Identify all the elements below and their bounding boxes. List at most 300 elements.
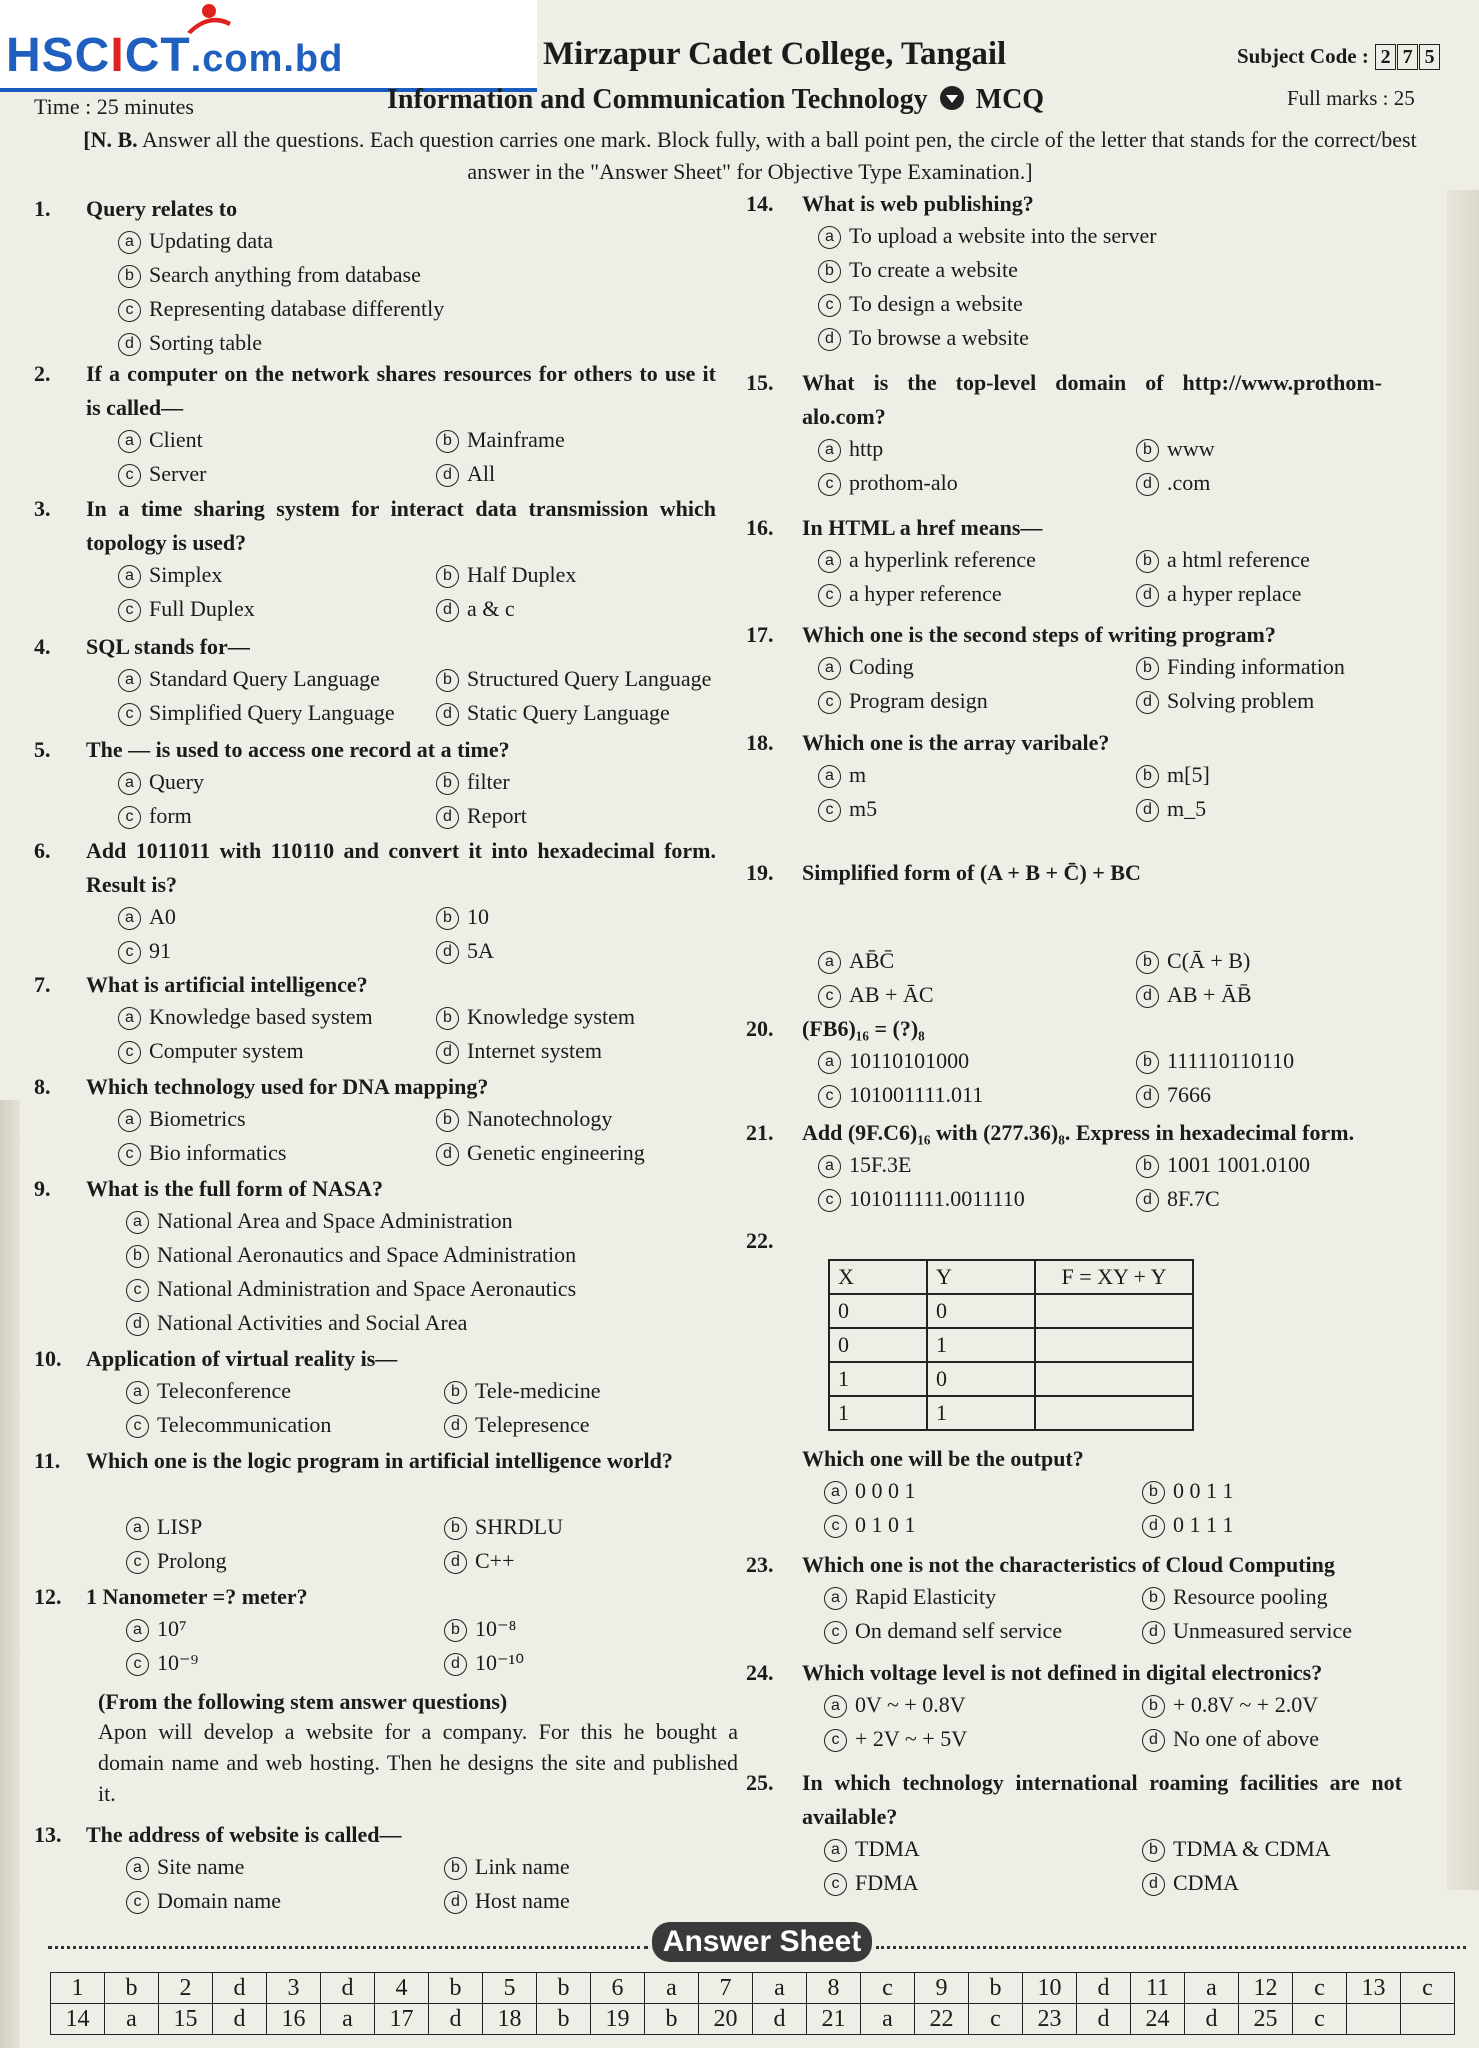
option-letter-circle: b [818,260,841,283]
answer-cell: 15 [159,2004,213,2035]
option-text: National Activities and Social Area [157,1310,468,1335]
answer-option[interactable] [824,1584,996,1610]
table-cell: 1 [927,1396,1035,1430]
question-text: Which one will be the output? [802,1446,1084,1471]
answer-cell: 11 [1131,1973,1185,2004]
answer-option[interactable] [1142,1836,1331,1862]
answer-option[interactable] [1142,1512,1234,1538]
answer-option[interactable] [436,904,489,930]
question-number: 2. [34,361,51,386]
answer-option[interactable] [444,1548,515,1574]
question-number: 1. [34,196,51,221]
table-cell: 1 [829,1396,927,1430]
answer-option[interactable] [824,1692,966,1718]
option-text: prothom-alo [849,470,958,495]
answer-option[interactable] [1136,654,1345,680]
option-text: 101011111.0011110 [849,1186,1025,1211]
option-text: 0 0 0 1 [855,1478,916,1503]
answer-option[interactable] [436,700,670,726]
answer-option[interactable] [1142,1478,1234,1504]
option-text: Client [149,427,203,452]
question-text: What is web publishing? [802,191,1034,216]
table-header-cell: Y [927,1260,1035,1294]
question-text: Add (9F.C6)₁₆ with (277.36)₈. Express in hexadecimal form. [802,1120,1355,1145]
answer-option[interactable] [1136,470,1210,496]
answer-option[interactable] [818,325,1029,351]
option-letter-circle: d [436,464,459,487]
question-number: 10. [34,1346,62,1371]
option-letter-circle: c [126,1653,149,1676]
option-text: Biometrics [149,1106,246,1131]
answer-option[interactable] [1142,1584,1328,1610]
answer-option[interactable] [824,1512,916,1538]
answer-option[interactable] [118,1140,286,1166]
table-row [829,1362,1193,1396]
option-text: Prolong [157,1548,227,1573]
answer-option[interactable] [818,547,1036,573]
option-text: 0V ~ + 0.8V [855,1692,966,1717]
option-letter-circle: a [126,1381,149,1404]
answer-option[interactable] [126,1650,198,1676]
question-number: 11. [34,1448,61,1473]
answer-option[interactable] [118,769,204,795]
option-text: 91 [149,938,171,963]
option-letter-circle: a [818,951,841,974]
option-text: C(Ā + B) [1167,948,1251,973]
answer-option[interactable] [818,470,958,496]
question-number: 13. [34,1822,62,1847]
answer-option[interactable] [818,948,894,974]
table-row [51,2004,1455,2035]
option-text: Knowledge system [467,1004,636,1029]
answer-cell: 2 [159,1973,213,2004]
answer-option[interactable] [1136,762,1210,788]
option-letter-circle: b [436,565,459,588]
subject-code: Subject Code : 2 7 5 [1237,44,1440,70]
option-letter-circle: a [818,550,841,573]
page-edge-shadow-left [0,1100,20,2048]
option-letter-circle: c [824,1873,847,1896]
question-number: 9. [34,1176,51,1201]
option-letter-circle: d [818,328,841,351]
option-text: National Aeronautics and Space Administration [157,1242,577,1267]
answer-option[interactable] [126,1616,187,1642]
question-text: If a computer on the network shares resources for others to use it is called— [86,361,716,420]
answer-option[interactable] [126,1242,576,1268]
answer-option[interactable] [118,461,206,487]
answer-option[interactable] [118,666,380,692]
answer-cell: c [1401,1973,1455,2004]
option-text: Genetic engineering [467,1140,645,1165]
table-cell [1035,1328,1193,1362]
answer-cell: a [645,1973,699,2004]
option-letter-circle: c [118,1041,141,1064]
option-letter-circle: d [436,1143,459,1166]
option-letter-circle: c [118,299,141,322]
option-letter-circle: a [818,765,841,788]
question-number: 18. [746,730,774,755]
stem-title: (From the following stem answer questions) [98,1689,508,1714]
option-text: Site name [157,1854,245,1879]
answer-option[interactable] [1136,1048,1294,1074]
answer-option[interactable] [436,461,495,487]
answer-cell: b [537,2004,591,2035]
answer-cell: d [213,2004,267,2035]
code-digit: 2 [1375,44,1396,70]
code-digit: 5 [1419,44,1440,70]
answer-cell: b [105,1973,159,2004]
answer-option[interactable] [436,1038,602,1064]
answer-cell: d [429,2004,483,2035]
answer-option[interactable] [118,904,176,930]
option-letter-circle: d [1136,799,1159,822]
option-text: 15F.3E [849,1152,912,1177]
option-text: To create a website [849,257,1018,282]
answer-option[interactable] [818,796,877,822]
option-letter-circle: d [444,1415,467,1438]
answer-option[interactable] [818,654,914,680]
option-text: Computer system [149,1038,304,1063]
answer-cell: 3 [267,1973,321,2004]
answer-option[interactable] [118,596,255,622]
answer-cell: b [429,1973,483,2004]
option-letter-circle: a [118,772,141,795]
answer-option[interactable] [818,291,1023,317]
answer-cell: a [753,1973,807,2004]
option-letter-circle: b [1136,657,1159,680]
divider [876,1946,1466,1949]
answer-option[interactable] [818,257,1018,283]
answer-option[interactable] [436,1140,645,1166]
option-text: Updating data [149,228,274,253]
answer-option[interactable] [824,1478,916,1504]
answer-option[interactable] [126,1208,513,1234]
code-digit: 7 [1397,44,1418,70]
option-letter-circle: b [1142,1481,1165,1504]
option-text: Bio informatics [149,1140,287,1165]
option-text: No one of above [1173,1726,1320,1751]
option-letter-circle: a [126,1619,149,1642]
option-letter-circle: b [1136,765,1159,788]
answer-option[interactable] [436,596,515,622]
down-arrow-icon [939,85,965,111]
answer-option[interactable] [118,1106,246,1132]
answer-option[interactable] [118,1038,304,1064]
option-letter-circle: c [818,691,841,714]
option-text: http [849,436,884,461]
option-text: Query [149,769,204,794]
answer-option[interactable] [444,1514,563,1540]
option-text: m[5] [1167,762,1210,787]
answer-option[interactable] [1136,547,1310,573]
option-letter-circle: b [436,430,459,453]
question-text: Simplified form of (A + B + C̄) + BC [802,860,1141,885]
answer-option[interactable] [436,666,711,692]
question-number: 19. [746,860,774,885]
answer-option[interactable] [1136,948,1250,974]
answer-option[interactable] [444,1412,590,1438]
answer-option[interactable] [126,1854,244,1880]
question-text: In a time sharing system for interact data transmission which topology is used? [86,496,716,555]
answer-cell: 24 [1131,2004,1185,2035]
option-text: 5A [467,938,494,963]
answer-option[interactable] [1142,1726,1319,1752]
answer-option[interactable] [1136,436,1215,462]
site-logo[interactable] [0,0,537,92]
divider [48,1946,648,1949]
answer-option[interactable] [1142,1618,1352,1644]
option-text: To upload a website into the server [849,223,1157,248]
option-letter-circle: a [824,1587,847,1610]
answer-option[interactable] [1136,688,1314,714]
option-text: a & c [467,596,515,621]
answer-cell: c [969,2004,1023,2035]
option-text: Solving problem [1167,688,1315,713]
option-letter-circle: d [436,1041,459,1064]
answer-option[interactable] [824,1726,967,1752]
option-letter-circle: c [118,1143,141,1166]
option-letter-circle: d [436,941,459,964]
answer-cell: 23 [1023,2004,1077,2035]
answer-option[interactable] [818,1152,911,1178]
option-text: Standard Query Language [149,666,380,691]
answer-option[interactable] [126,1514,202,1540]
answer-option[interactable] [444,1888,570,1914]
answer-option[interactable] [818,223,1157,249]
option-letter-circle: b [444,1857,467,1880]
answer-option[interactable] [1136,1082,1211,1108]
option-text: Finding information [1167,654,1345,679]
table-row [51,1973,1455,2004]
answer-cell: c [1293,2004,1347,2035]
answer-option[interactable] [1142,1692,1318,1718]
answer-option[interactable] [1136,796,1206,822]
answer-option[interactable] [818,1048,969,1074]
option-text: a hyper reference [849,581,1002,606]
answer-cell: b [969,1973,1023,2004]
option-text: SHRDLU [475,1514,564,1539]
option-letter-circle: a [118,1007,141,1030]
option-letter-circle: b [1136,951,1159,974]
answer-option[interactable] [118,427,203,453]
option-letter-circle: b [1136,439,1159,462]
option-letter-circle: b [436,669,459,692]
table-cell [1035,1396,1193,1430]
page-edge-shadow [1447,190,1479,1890]
option-letter-circle: c [118,806,141,829]
option-text: Representing database differently [149,296,445,321]
option-text: 8F.7C [1167,1186,1220,1211]
answer-option[interactable] [126,1888,281,1914]
question-text: Which technology used for DNA mapping? [86,1074,489,1099]
question-text: What is artificial intelligence? [86,972,368,997]
answer-option[interactable] [1136,1152,1310,1178]
option-text: Search anything from database [149,262,421,287]
answer-option[interactable] [444,1616,516,1642]
question-number: 25. [746,1770,774,1795]
option-text: Telecommunication [157,1412,332,1437]
option-text: 1001 1001.0100 [1167,1152,1310,1177]
answer-option[interactable] [126,1378,291,1404]
option-letter-circle: b [436,1007,459,1030]
option-text: 101001111.011 [849,1082,984,1107]
option-letter-circle: c [818,1085,841,1108]
answer-option[interactable] [444,1650,524,1676]
question-number: 21. [746,1120,774,1145]
answer-option[interactable] [444,1378,601,1404]
option-letter-circle: d [1136,691,1159,714]
answer-cell: 12 [1239,1973,1293,2004]
option-text: + 2V ~ + 5V [855,1726,968,1751]
option-text: C++ [475,1548,515,1573]
answer-option[interactable] [126,1412,331,1438]
option-text: 0 0 1 1 [1173,1478,1234,1503]
answer-option[interactable] [818,1082,983,1108]
answer-sheet-title: Answer Sheet [652,1922,872,1962]
option-text: 10⁻⁹ [157,1650,199,1675]
option-letter-circle: d [436,703,459,726]
option-letter-circle: a [824,1839,847,1862]
table-cell: 0 [829,1294,927,1328]
answer-option[interactable] [1142,1870,1239,1896]
option-letter-circle: c [126,1891,149,1914]
answer-cell: 4 [375,1973,429,2004]
answer-option[interactable] [118,938,171,964]
answer-option[interactable] [436,938,494,964]
question-text: What is the top-level domain of http://www.prothom-alo.com? [802,370,1382,429]
option-text: Unmeasured service [1173,1618,1352,1643]
answer-option[interactable] [118,803,192,829]
option-text: Link name [475,1854,570,1879]
answer-option[interactable] [118,700,395,726]
option-text: 10⁻⁸ [475,1616,517,1641]
answer-cell: 6 [591,1973,645,2004]
option-text: 111110110110 [1167,1048,1295,1073]
option-text: Report [467,803,527,828]
option-letter-circle: d [1142,1515,1165,1538]
option-letter-circle: c [118,941,141,964]
answer-option[interactable] [818,436,883,462]
option-letter-circle: b [444,1619,467,1642]
answer-cell: 17 [375,2004,429,2035]
option-letter-circle: c [818,799,841,822]
answer-option[interactable] [818,982,934,1008]
option-letter-circle: b [126,1245,149,1268]
answer-option[interactable] [1136,1186,1220,1212]
question-number: 17. [746,622,774,647]
option-letter-circle: b [436,772,459,795]
option-letter-circle: a [818,1155,841,1178]
answer-option[interactable] [444,1854,570,1880]
option-text: + 0.8V ~ + 2.0V [1173,1692,1319,1717]
answer-option[interactable] [1136,581,1301,607]
option-text: National Area and Space Administration [157,1208,513,1233]
answer-option[interactable] [118,296,444,322]
table-cell: 0 [927,1294,1035,1328]
option-letter-circle: b [444,1381,467,1404]
option-letter-circle: a [118,669,141,692]
answer-option[interactable] [1136,982,1252,1008]
answer-option[interactable] [818,1186,1025,1212]
option-letter-circle: a [118,907,141,930]
option-letter-circle: d [444,1653,467,1676]
question-text: Which voltage level is not defined in digital electronics? [802,1660,1323,1685]
answer-option[interactable] [824,1870,919,1896]
option-text: Sorting table [149,330,263,355]
answer-cell [1347,2004,1401,2035]
answer-option[interactable] [818,581,1002,607]
question-number: 12. [34,1584,62,1609]
question-text: The — is used to access one record at a time? [86,737,510,762]
option-text: On demand self service [855,1618,1063,1643]
answer-option[interactable] [436,1004,635,1030]
answer-option[interactable] [436,803,527,829]
answer-option[interactable] [824,1836,920,1862]
answer-option[interactable] [126,1310,467,1336]
option-letter-circle: b [1142,1587,1165,1610]
option-letter-circle: b [1136,550,1159,573]
answer-option[interactable] [126,1276,576,1302]
option-text: LISP [157,1514,203,1539]
table-cell: 0 [829,1328,927,1362]
option-letter-circle: c [126,1279,149,1302]
answer-option[interactable] [118,228,273,254]
option-text: TDMA & CDMA [1173,1836,1331,1861]
answer-option[interactable] [818,688,988,714]
option-letter-circle: c [818,584,841,607]
answer-option[interactable] [126,1548,227,1574]
option-text: filter [467,769,510,794]
answer-option[interactable] [436,427,565,453]
answer-option[interactable] [436,769,510,795]
answer-option[interactable] [818,762,866,788]
option-text: www [1167,436,1215,461]
table-cell: 0 [927,1362,1035,1396]
option-letter-circle: d [1136,584,1159,607]
option-letter-circle: c [818,985,841,1008]
answer-option[interactable] [118,562,222,588]
option-text: Domain name [157,1888,282,1913]
stem-body: Apon will develop a website for a company. For this he bought a domain name and web hosting. Then he designs the site and published it. [98,1719,738,1806]
option-letter-circle: a [824,1695,847,1718]
option-letter-circle: d [126,1313,149,1336]
option-letter-circle: c [818,1189,841,1212]
option-letter-circle: c [824,1515,847,1538]
answer-option[interactable] [436,1106,612,1132]
option-text: Internet system [467,1038,603,1063]
answer-cell: 19 [591,2004,645,2035]
option-text: 10 [467,904,489,929]
answer-option[interactable] [118,330,262,356]
option-text: 10⁻¹⁰ [475,1650,525,1675]
answer-option[interactable] [436,562,576,588]
option-letter-circle: c [118,599,141,622]
answer-option[interactable] [118,262,421,288]
table-header-cell: F = XY + Y [1035,1260,1193,1294]
answer-cell: 14 [51,2004,105,2035]
option-letter-circle: a [118,231,141,254]
option-letter-circle: d [1142,1729,1165,1752]
answer-cell [1401,2004,1455,2035]
answer-option[interactable] [118,1004,373,1030]
question-number: 16. [746,515,774,540]
answer-cell: b [537,1973,591,2004]
option-letter-circle: b [1136,1051,1159,1074]
option-text: TDMA [855,1836,920,1861]
option-letter-circle: c [126,1415,149,1438]
option-text: Host name [475,1888,570,1913]
answer-option[interactable] [824,1618,1062,1644]
